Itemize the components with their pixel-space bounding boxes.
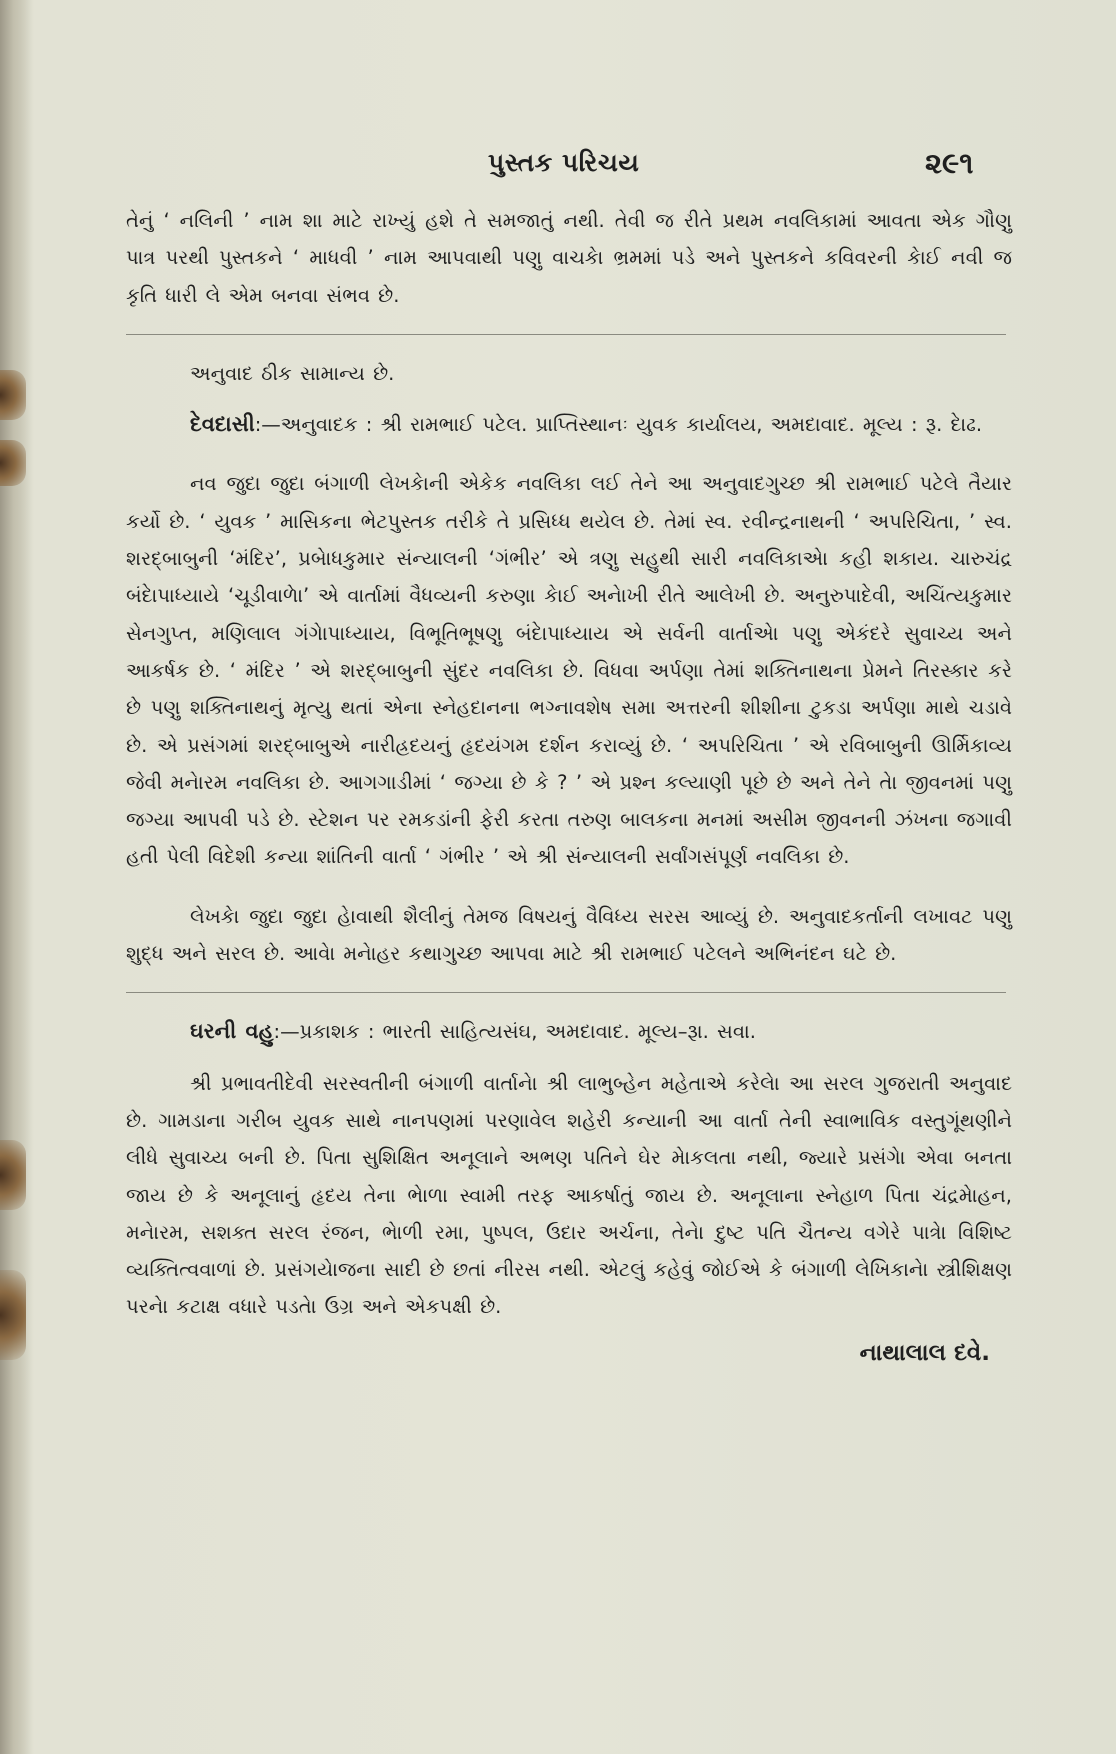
page-stain (0, 1270, 26, 1360)
entry-details: :—પ્રકાશક : ભારતી સાહિત્યસંઘ, અમદાવાદ. મૂલ્ય–રૂા. સવા. (273, 1020, 756, 1044)
entry-heading-gharni-vahu (126, 1013, 1012, 1050)
entry-title: દેવદાસી (190, 412, 255, 437)
review-paragraph: શ્રી પ્રભાવતીદેવી સરસ્વતીની બંગાળી વાર્તાનેા શ્રી લાભુબ્હેન મહેતાએ કરેલેા આ સરલ ગુજરાતી અનુવાદ છે. ગામડાના ગરીબ યુવક સાથે નાનપણમાં પરણાવેલ શહેરી કન્યાની આ વાર્તા તેની સ્વાભાવિક વસ્તુગૂંથણીને લીધે સુવાચ્ય બની છે. પિતા સુશિક્ષિત અનૂલાને અભણ પતિને ઘેર મેાકલતા નથી, જ્યારે પ્રસંગેા એવા બનતા જાય છે કે અનૂલાનું હૃદય તેના ભેાળા સ્વામી તરફ આકર્ષાતું જાય છે. અનૂલાના સ્નેહાળ પિતા ચંદ્રમેાહન, મનેારમ, સશક્ત સરલ રંજન, ભેાળી રમા, પુષ્પલ, ઉદાર અર્ચના, તેનેા દુષ્ટ પતિ ચૈતન્ય વગેરે પાત્રેા વિશિષ્ટ વ્યક્તિત્વવાળાં છે. પ્રસંગયેાજના સાદી છે છતાં નીરસ નથી. એટલું કહેવું જોઈએ કે બંગાળી લેખિકાનેા સ્ત્રીશિક્ષણ પરનેા કટાક્ષ વધારે પડતેા ઉગ્ર અને એકપક્ષી છે. (126, 1071, 1012, 1319)
review-paragraph: લેખકેા જુદા જુદા હેાવાથી શૈલીનું તેમજ વિષયનું વૈવિધ્ય સરસ આવ્યું છે. અનુવાદકર્તાની લખાવટ પણુ શુદ્ધ અને સરલ છે. આવેા મનેાહર કથાગુચ્છ આપવા માટે શ્રી રામભાઈ પટેલને અભિનંદન ઘટે છે. (126, 904, 1012, 966)
page-stain (0, 1140, 26, 1210)
page-edge-shadow (0, 0, 34, 1754)
page-stain (0, 440, 26, 486)
translation-note: અનુવાદ ઠીક સામાન્ય છે. (190, 361, 395, 385)
intro-paragraph: તેનું ‘ નલિની ’ નામ શા માટે રાખ્યું હશે તે સમજાતું નથી. તેવી જ રીતે પ્રથમ નવલિકામાં આવતા એક ગૌણુ પાત્ર પરથી પુસ્તકને ‘ માધવી ’ નામ આપવાથી પણુ વાચકેા ભ્રમમાં પડે અને પુસ્તકને કવિવરની કેાઈ નવી જ કૃતિ ધારી લે એમ બનવા સંભવ છે. (126, 209, 1012, 307)
page-number: ૨૯૧ (925, 146, 974, 180)
entry-details: :—અનુવાદક : શ્રી રામભાઈ પટેલ. પ્રાપ્તિસ્થાનઃ યુવક કાર્યાલય, અમદાવાદ. મૂલ્ય : રૂ. દેાઢ. (254, 413, 983, 437)
running-title: પુસ્તક પરિચય (488, 148, 640, 177)
entry-heading-devdasi (126, 406, 1012, 443)
entry-title: ઘરની વહુ (190, 1019, 274, 1044)
page-content (126, 202, 1012, 1366)
page-header (0, 148, 1116, 188)
page-stain (0, 370, 26, 420)
reviewer-signature: નાથાલાલ દવે. (859, 1339, 990, 1366)
section-divider (126, 992, 1006, 993)
section-divider (126, 334, 1006, 335)
review-paragraph: નવ જુદા જુદા બંગાળી લેખકેાની એકેક નવલિકા લઈ તેને આ અનુવાદગુચ્છ શ્રી રામભાઈ પટેલે તૈયાર કર્યો છે. ‘ યુવક ’ માસિકના ભેટપુસ્તક તરીકે તે પ્રસિધ્ધ થયેલ છે. તેમાં સ્વ. રવીન્દ્રનાથની ‘ અપરિચિતા, ’ સ્વ. શરદ્બાબુની ‘મંદિર’, પ્રબેાધકુમાર સંન્યાલની ‘ગંભીર’ એ ત્રણુ સહુથી સારી નવલિકાએા કહી શકાય. ચારુચંદ્ર બંદેાપાધ્યાયે ‘ચૂડીવાળેા’ એ વાર્તામાં વૈધવ્યની કરુણા કેાઈ અનેાખી રીતે આલેખી છે. અનુરુપાદેવી, અચિંત્યકુમાર સેનગુપ્ત, મણિલાલ ગંગેાપાધ્યાય, વિભૂતિભૂષણુ બંદેાપાધ્યાય એ સર્વની વાર્તાએા પણુ એકંદરે સુવાચ્ય અને આકર્ષક છે. ‘ મંદિર ’ એ શરદ્બાબુની સુંદર નવલિકા છે. વિધવા અર્પણા તેમાં શક્તિનાથના પ્રેમને તિરસ્કાર કરે છે પણુ શક્તિનાથનું મૃત્યુ થતાં એના સ્નેહદાનના ભગ્નાવશેષ સમા અત્તરની શીશીના ટુકડા અર્પણા માથે ચડાવે છે. એ પ્રસંગમાં શરદ્બાબુએ નારીહ્રદયનું હૃદયંગમ દર્શન કરાવ્યું છે. ‘ અપરિચિતા ’ એ રવિબાબુની ઊર્મિકાવ્ય જેવી મનેારમ નવલિકા છે. આગગાડીમાં ‘ જગ્યા છે કે ? ’ એ પ્રશ્ન કલ્યાણી પૂછે છે અને તેને તેા જીવનમાં પણુ જગ્યા આપવી પડે છે. સ્ટેશન પર રમકડાંની ફેરી કરતા તરુણ બાલકના મનમાં અસીમ જીવનની ઝંખના જગાવી હતી પેલી વિદેશી કન્યા શાંતિની વાર્તા ‘ ગંભીર ’ એ શ્રી સંન્યાલની સર્વાંગસંપૂર્ણ નવલિકા છે. (126, 472, 1012, 869)
